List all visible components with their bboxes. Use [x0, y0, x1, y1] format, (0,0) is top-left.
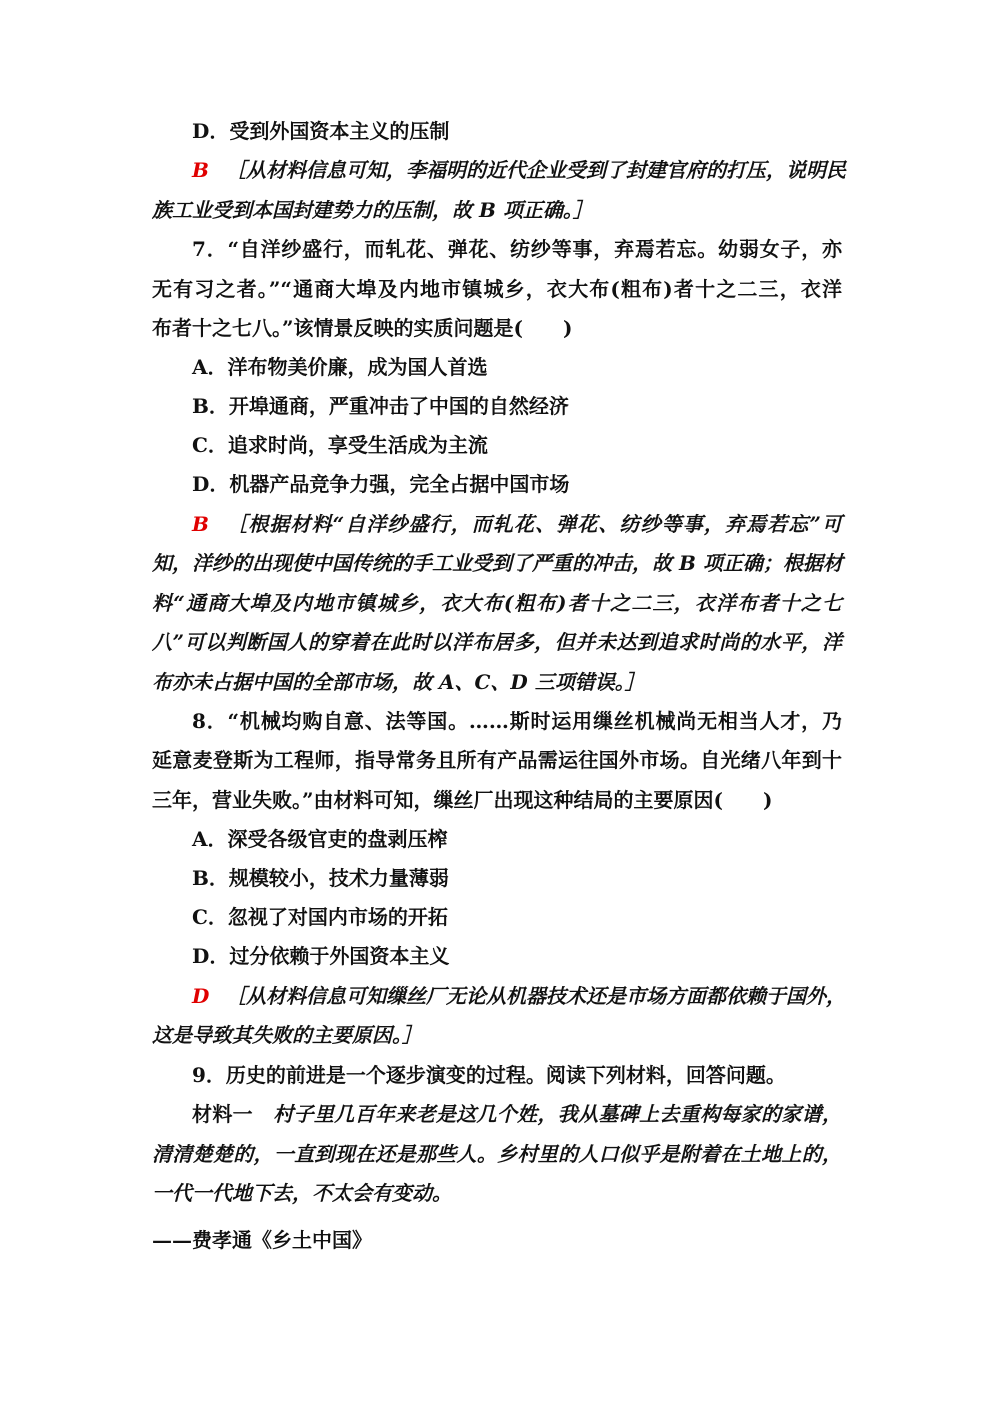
q7-option-d: D．机器产品竞争力强，完全占据中国市场 — [192, 472, 570, 496]
q7-option-a: A．洋布物美价廉，成为国人首选 — [192, 355, 488, 379]
q9-material1-line2: 清清楚楚的，一直到现在还是那些人。乡村里的人口似乎是附着在土地上的， — [152, 1142, 842, 1166]
q7-answer: B — [192, 512, 209, 536]
q8-stem-line1: 8．“机械均购自意、法等国。……斯时运用缫丝机械尚无相当人才，乃 — [192, 709, 842, 733]
q8-explanation-line1 — [192, 982, 846, 1010]
q8-stem-line3: 三年，营业失败。”由材料可知，缫丝厂出现这种结局的主要原因( ) — [152, 788, 773, 812]
q8-option-b: B．规模较小，技术力量薄弱 — [192, 866, 449, 890]
q7-option-c: C．追求时尚，享受生活成为主流 — [192, 433, 488, 457]
q7-explanation-line2: 知，洋纱的出现使中国传统的手工业受到了严重的冲击，故 B 项正确；根据材 — [152, 551, 843, 575]
q7-stem-line2: 无有习之者。”“通商大埠及内地市镇城乡，衣大布(粗布)者十之二三，衣洋 — [152, 277, 842, 301]
q7-stem-line3: 布者十之七八。”该情景反映的实质问题是( ) — [152, 316, 573, 340]
q7-explanation-line4: 八”可以判断国人的穿着在此时以洋布居多，但并未达到追求时尚的水平，洋 — [152, 630, 842, 654]
q8-stem-line2: 延意麦登斯为工程师，指导常务且所有产品需运往国外市场。自光绪八年到十 — [152, 748, 842, 772]
q6-option-d: D．受到外国资本主义的压制 — [192, 119, 450, 143]
q7-explanation-line5: 布亦未占据中国的全部市场，故 A、C、D 三项错误。］ — [152, 670, 645, 694]
q7-explanation-line1 — [192, 510, 842, 538]
q8-option-d: D．过分依赖于外国资本主义 — [192, 944, 450, 968]
q7-explanation-line3: 料“通商大埠及内地市镇城乡，衣大布(粗布)者十之二三，衣洋布者十之七 — [152, 591, 842, 615]
q7-option-b: B．开埠通商，严重冲击了中国的自然经济 — [192, 394, 569, 418]
q9-material1-label: 材料一 — [192, 1102, 253, 1126]
q6-explanation-text1: ［从材料信息可知，李福明的近代企业受到了封建官府的打压，说明民 — [226, 158, 846, 182]
q8-explanation-line2: 这是导致其失败的主要原因。］ — [152, 1023, 422, 1047]
q9-material1-line3: 一代一代地下去，不太会有变动。 — [152, 1181, 452, 1205]
q8-option-c: C．忽视了对国内市场的开拓 — [192, 905, 448, 929]
q9-source: ——费孝通《乡土中国》 — [152, 1228, 372, 1252]
q8-explanation-text1: ［从材料信息可知缫丝厂无论从机器技术还是市场方面都依赖于国外， — [226, 984, 846, 1008]
q7-stem-line1: 7．“自洋纱盛行，而轧花、弹花、纺纱等事，弃焉若忘。幼弱女子，亦 — [192, 237, 842, 261]
q6-answer: B — [192, 158, 209, 182]
q6-explanation-line1 — [192, 156, 846, 184]
q8-option-a: A．深受各级官吏的盘剥压榨 — [192, 827, 448, 851]
q9-material1-line1 — [192, 1100, 842, 1128]
q9-stem: 9．历史的前进是一个逐步演变的过程。阅读下列材料，回答问题。 — [192, 1063, 786, 1087]
q8-answer: D — [192, 984, 210, 1008]
q6-explanation-line2: 族工业受到本国封建势力的压制，故 B 项正确。］ — [152, 198, 593, 222]
q9-material1-text1: 村子里几百年来老是这几个姓，我从墓碑上去重构每家的家谱， — [252, 1102, 843, 1126]
q7-explanation-text1: ［根据材料“自洋纱盛行，而轧花、弹花、纺纱等事，弃焉若忘”可 — [226, 512, 842, 536]
